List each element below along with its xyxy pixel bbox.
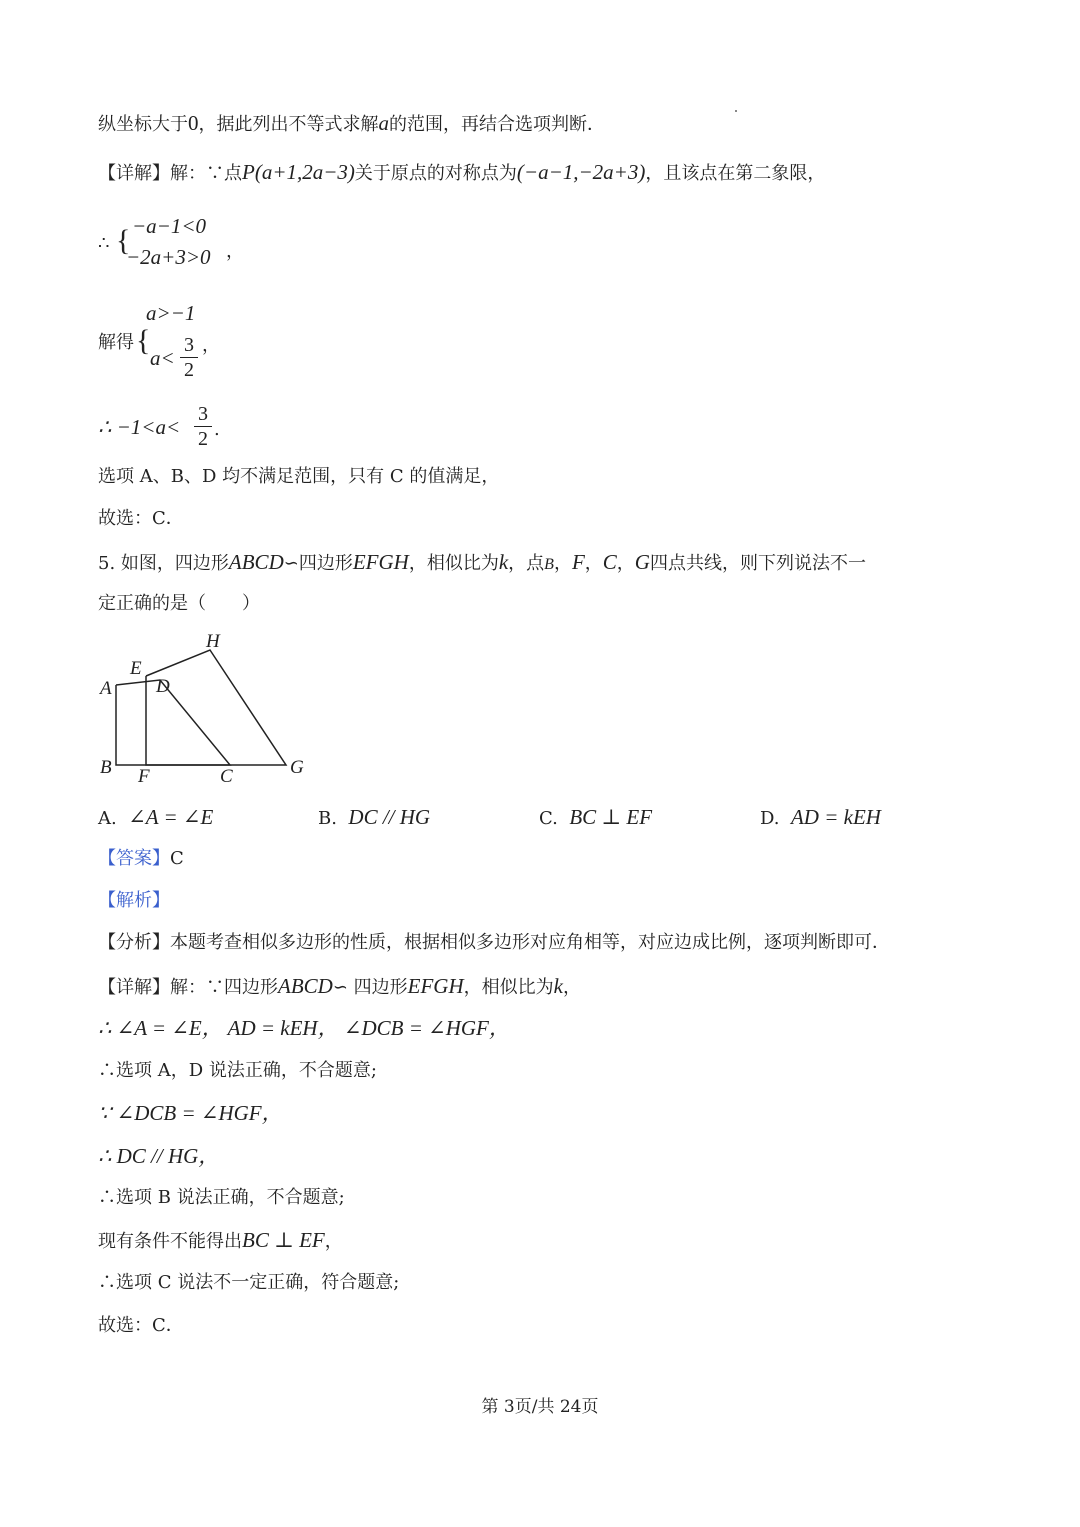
math-P: P xyxy=(242,160,255,184)
tag-answer: 【答案】 xyxy=(98,848,170,869)
text: ，且该点在第二象限， xyxy=(645,163,826,184)
text: 纵坐标大于 xyxy=(98,114,188,135)
label-H: H xyxy=(206,631,220,652)
math-efgh: EFGH xyxy=(352,550,409,574)
text-line-choose: 故选：C． xyxy=(98,508,184,529)
option-letter: C. xyxy=(539,808,558,829)
math-abcd: ABCD xyxy=(228,550,284,574)
text: ，相似比为 xyxy=(463,977,554,998)
question-5-line-2: 定正确的是（ ） xyxy=(98,593,260,614)
text: ，据此列出不等式求解 xyxy=(198,114,379,135)
brace: { xyxy=(116,224,131,257)
math-B: B xyxy=(544,556,554,573)
math-zero: 0 xyxy=(188,111,199,135)
option-expr: AD = kEH xyxy=(790,805,881,829)
tag-xiangjie: 【详解】 xyxy=(98,163,170,184)
option-expr: DC // HG xyxy=(348,805,431,829)
text: 关于原点的对称点为 xyxy=(354,163,517,184)
option-letter: A. xyxy=(98,808,117,829)
xiangjie-line xyxy=(98,974,581,1000)
label-C: C xyxy=(220,766,233,787)
text: 四点共线，则下列说法不一 xyxy=(649,553,866,574)
math-k: k xyxy=(498,550,509,574)
therefore-symbol: ∴ xyxy=(98,233,110,254)
ineq-row-2: a< xyxy=(150,346,175,370)
option-letter: B. xyxy=(318,808,337,829)
math-G: G xyxy=(634,550,650,574)
text: 解：∵四边形 xyxy=(170,977,278,998)
option-c[interactable] xyxy=(539,805,652,831)
numerator: 3 xyxy=(184,334,194,356)
option-expr: ∠A = ∠E xyxy=(128,805,214,829)
text: ，相似比为 xyxy=(408,553,499,574)
text: ，点 xyxy=(508,553,545,574)
tag-analysis: 【解析】 xyxy=(98,890,170,911)
fraction xyxy=(180,334,198,381)
text-line-1 xyxy=(98,111,605,137)
comma: ， xyxy=(226,241,244,262)
text-line-2 xyxy=(98,160,825,186)
solution-step-8: 故选：C． xyxy=(98,1315,184,1336)
tag-fenxi: 【分析】 xyxy=(98,932,170,953)
option-b[interactable] xyxy=(318,805,430,831)
math-a: a xyxy=(378,111,389,135)
page-footer: 第 3页/共 24页 xyxy=(481,1397,599,1417)
math-abcd: ABCD xyxy=(278,974,333,998)
text: 的范围，再结合选项判断． xyxy=(389,114,605,135)
denominator: 2 xyxy=(184,359,194,381)
denominator: 2 xyxy=(198,428,208,450)
text: 解：∵点 xyxy=(170,163,242,184)
math-efgh: EFGH xyxy=(407,974,464,998)
text: ∽ 四边形 xyxy=(332,977,408,998)
solution-step-7: ∴选项 C 说法不一定正确，符合题意; xyxy=(98,1272,400,1293)
math-coord: (a+1,2a−3) xyxy=(254,160,355,184)
quad-abcd xyxy=(116,680,230,765)
period: . xyxy=(214,419,220,440)
text: 5. 如图，四边形 xyxy=(98,553,229,574)
label-A: A xyxy=(100,678,112,699)
stray-dot xyxy=(735,110,737,112)
question-5-line-1: 5. 如图，四边形ABCD∽四边形EFGH，相似比为k，点B，F，C，G四点共线，则下列说法不一 xyxy=(98,550,866,574)
jiede-label: 解得 xyxy=(98,332,134,353)
quadrilateral-figure xyxy=(98,628,308,790)
solution-step-5: ∴选项 B 说法正确，不合题意; xyxy=(98,1187,345,1208)
text: 现有条件不能得出 xyxy=(98,1231,242,1252)
solution-step-1: ∴ ∠A = ∠E， AD = kEH， ∠DCB = ∠HGF， xyxy=(98,1016,510,1040)
fenxi-line xyxy=(98,931,890,955)
fenxi-text: 本题考查相似多边形的性质，根据相似多边形对应角相等，对应边成比例，逐项判断即可． xyxy=(170,932,890,953)
math-F: F xyxy=(571,550,585,574)
label-E: E xyxy=(130,658,142,679)
solution-step-4: ∴ DC // HG， xyxy=(98,1144,220,1168)
ineq-row-1: a>−1 xyxy=(146,301,196,325)
math-k: k xyxy=(553,974,563,998)
option-d[interactable] xyxy=(760,805,881,831)
tag-xiangjie: 【详解】 xyxy=(98,977,170,998)
math-expr: BC ⊥ EF xyxy=(242,1228,325,1252)
text: 四边形 xyxy=(298,553,353,574)
result-expr: ∴ −1<a< xyxy=(98,415,181,439)
numerator: 3 xyxy=(198,403,208,425)
ineq-row-2: −2a+3>0 xyxy=(126,245,211,269)
label-D: D xyxy=(156,676,170,697)
option-expr: BC ⊥ EF xyxy=(569,805,653,829)
solution-step-2: ∴选项 A，D 说法正确，不合题意; xyxy=(98,1060,377,1081)
fraction xyxy=(194,403,212,450)
math-sym-coord: (−a−1,−2a+3) xyxy=(516,160,646,184)
text-line-options-check: 选项 A、B、D 均不满足范围，只有 C 的值满足， xyxy=(98,466,500,487)
text: ， xyxy=(562,977,581,998)
ineq-row-1: −a−1<0 xyxy=(132,214,207,238)
brace: { xyxy=(136,324,151,357)
text: ， xyxy=(324,1231,343,1252)
solution-step-6 xyxy=(98,1228,343,1254)
option-letter: D. xyxy=(760,808,780,829)
answer-value: C xyxy=(170,848,184,869)
answer-line xyxy=(98,847,184,871)
label-F: F xyxy=(138,766,150,787)
similar-symbol: ∽ xyxy=(283,553,299,574)
solution-step-3: ∵ ∠DCB = ∠HGF， xyxy=(98,1101,283,1125)
option-a[interactable] xyxy=(98,805,213,831)
math-C: C xyxy=(602,550,617,574)
label-B: B xyxy=(100,757,112,778)
comma: ， xyxy=(202,335,220,356)
label-G: G xyxy=(290,757,304,778)
